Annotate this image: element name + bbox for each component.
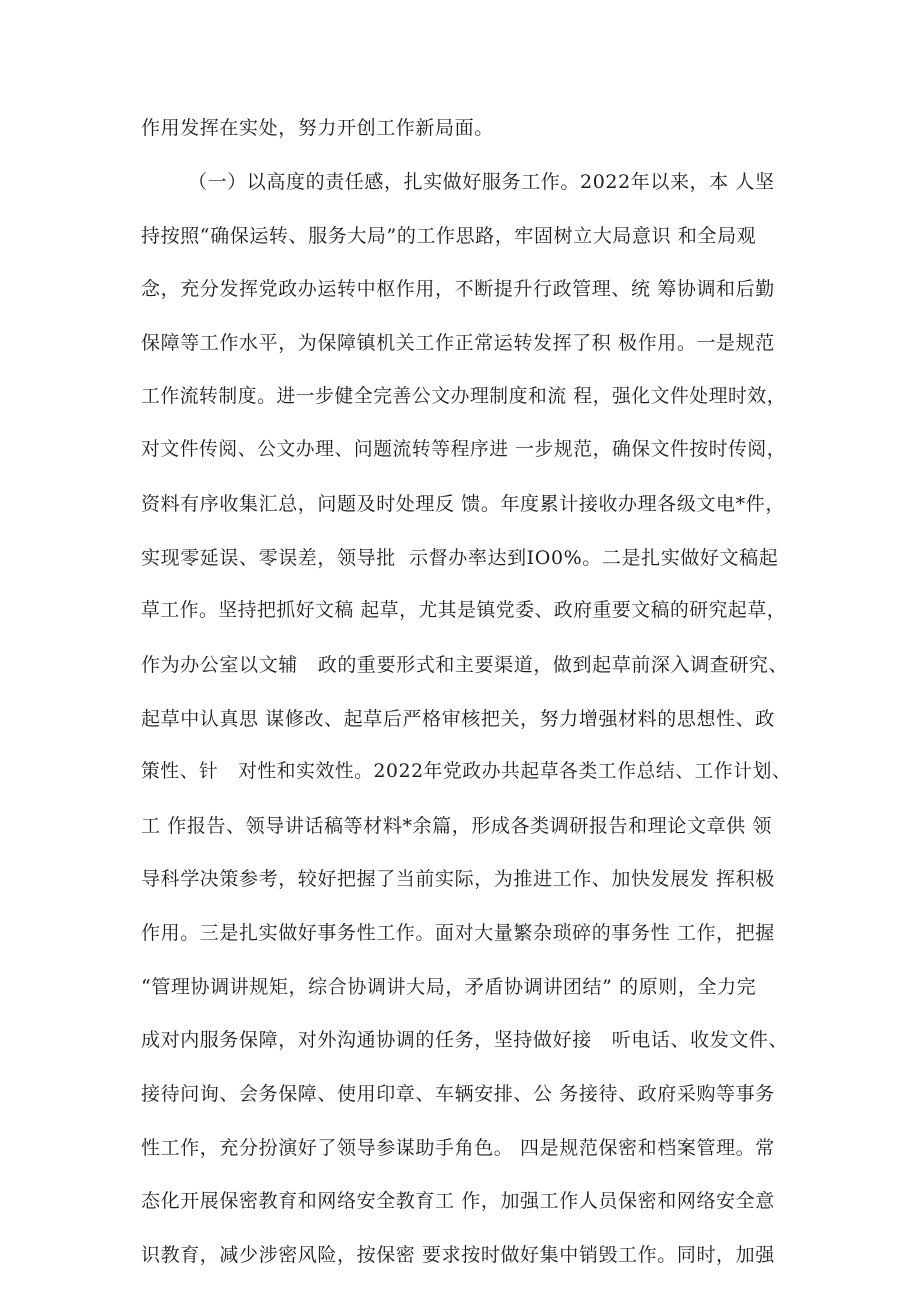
text-line: 作用发挥在实处，努力开创工作新局面。 [141, 117, 494, 139]
text-line: “管理协调讲规矩，综合协调讲大局，矛盾协调讲团结” 的原则，全力完 [141, 976, 757, 998]
text-line: 草工作。坚持把抓好文稿 起草，尤其是镇党委、政府重要文稿的研究起草， [141, 600, 787, 621]
text-line: 接待问询、会务保障、使用印章、车辆安排、公 务接待、政府采购等事务 [141, 1083, 775, 1105]
text-line: （一）以高度的责任感，扎实做好服务工作。2022年以来，本 人坚 [188, 171, 775, 193]
text-line: 成对内服务保障，对外沟通协调的任务，坚持做好接 听电话、收发文件、 [141, 1029, 789, 1051]
text-line: 性工作，充分扮演好了领导参谋助手角色。 四是规范保密和档案管理。常 [141, 1137, 775, 1159]
text-line: 作用。三是扎实做好事务性工作。面对大量繁杂琐碎的事务性 工作，把握 [141, 922, 775, 944]
text-line: 识教育，减少涉密风险，按保密 要求按时做好集中销毁工作。同时，加强 [141, 1244, 775, 1266]
text-line: 保障等工作水平，为保障镇机关工作正常运转发挥了积 极作用。一是规范 [141, 332, 775, 354]
text-line: 策性、针 对性和实效性。2022年党政办共起草各类工作总结、工作计划、 [141, 761, 792, 782]
text-line: 工 作报告、领导讲话稿等材料*余篇，形成各类调研报告和理论文章供 领 [141, 815, 772, 837]
text-line: 念，充分发挥党政办运转中枢作用，不断提升行政管理、统 筹协调和后勤 [141, 278, 775, 300]
text-line: 对文件传阅、公文办理、问题流转等程序进 一步规范，确保文件按时传阅， [141, 439, 787, 460]
text-line: 实现零延误、零误差，领导批 示督办率达到IO0%。二是扎实做好文稿起 [141, 547, 779, 569]
text-line: 起草中认真思 谋修改、起草后严格审核把关，努力增强材料的思想性、政 [141, 708, 775, 730]
text-line: 资料有序收集汇总，问题及时处理反 馈。年度累计接收办理各级文电*件， [141, 493, 785, 515]
text-line: 持按照“确保运转、服务大局”的工作思路，牢固树立大局意识 和全局观 [141, 225, 757, 247]
text-line: 导科学决策参考，较好把握了当前实际，为推进工作、加快发展发 挥积极 [141, 868, 775, 890]
text-line: 作为办公室以文辅 政的重要形式和主要渠道，做到起草前深入调查研究、 [141, 654, 789, 676]
text-line: 态化开展保密教育和网络安全教育工 作，加强工作人员保密和网络安全意 [141, 1190, 775, 1212]
text-line: 工作流转制度。进一步健全完善公文办理制度和流 程，强化文件处理时效， [141, 386, 787, 407]
